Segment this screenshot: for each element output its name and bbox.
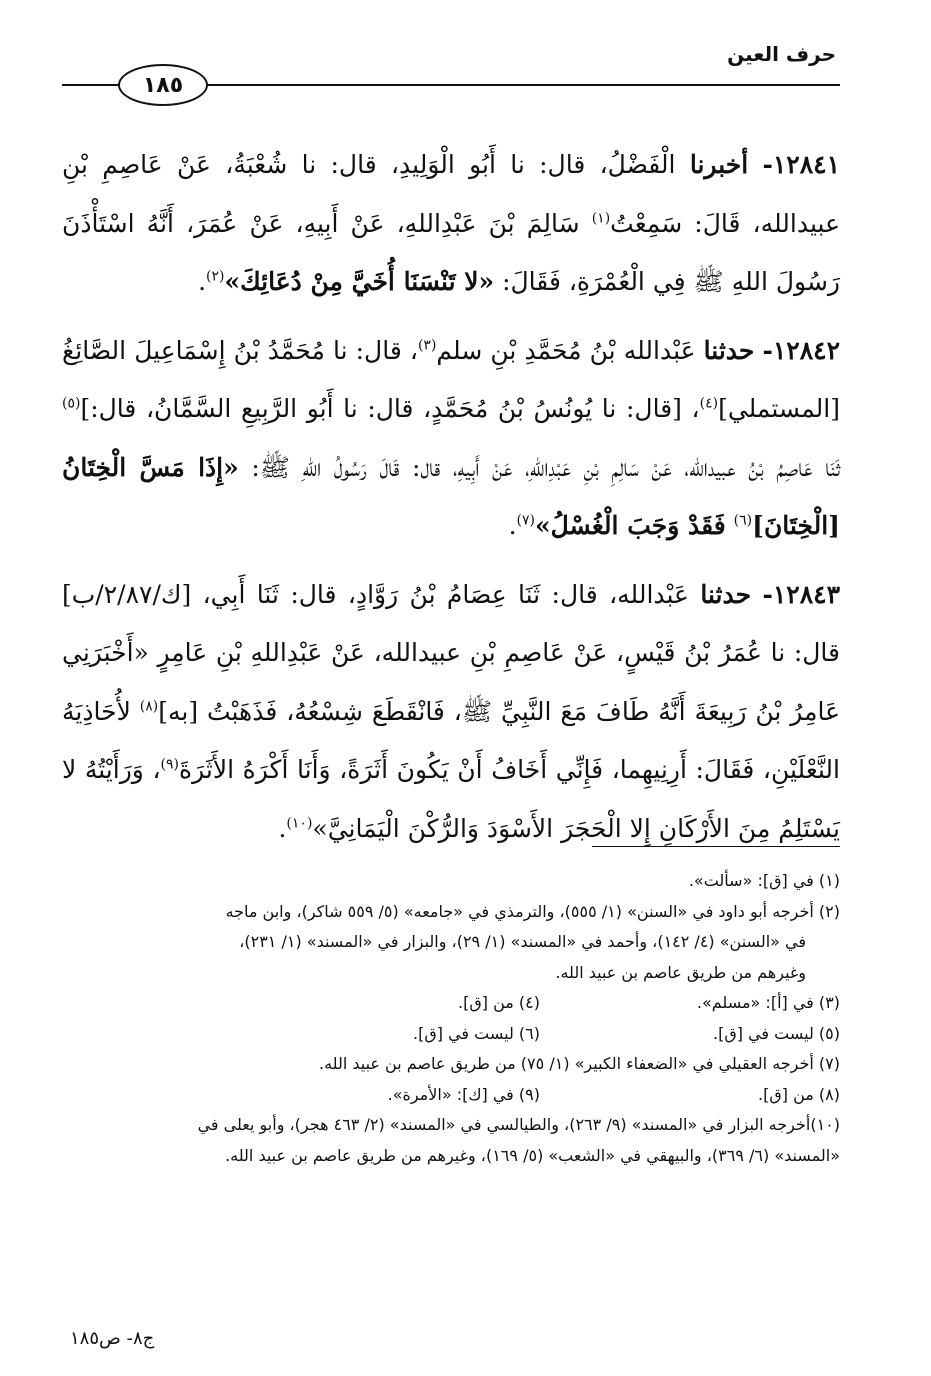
footnote-ref: (٤) [699,395,719,412]
main-text [62,136,840,868]
hadith-12842 [62,322,840,556]
footnote-ref: (٢) [206,268,225,285]
hadith-opener: أخبرنا [689,150,749,179]
footnote-8: (٨) من [ق]. [758,1084,840,1104]
footnote-ref: (٨) [139,698,159,715]
footnote-ref: (١٠) [286,815,313,832]
footnote-6: (٦) ليست في [ق]. [413,1023,540,1043]
sentence-end: . [508,511,517,540]
hadith-chain: الْفَضْلُ، قال: نا أَبُو الْوَلِيدِ، قال: نا شُعْبَةُ، عَنْ عَاصِمِ بْنِ عبيدالله، قَالَ: سَمِعْتُ [62,150,840,238]
footnote-1: (١) في [ق]: «سألت». [688,871,840,890]
hadith-chain: ، وَرَأَيْتُهُ لا يَسْتَلِمُ مِنَ الأَرْكَانِ إِلا الْحَجَرَ الأَسْوَدَ وَالرُّكْنَ الْيَمَانِيَّ» [62,755,840,843]
footnote-row [62,1080,840,1111]
hadith-opener: حدثنا [700,579,752,609]
footnote-10-cont: «المسند» (٦/ ٣٦٩)، والبيهقي في «الشعب» (٥/ ١٦٩)، وغيرهم من طريق عاصم بن عبيد الله. [225,1145,840,1165]
sentence-end: . [198,267,207,296]
hadith-chain: لأُحَاذِيَهُ النَّعْلَيْنِ، فَقَالَ: أَرِنِيهِما، فَإِنِّي أَخَافُ أَنْ يَكُونَ أَثَرَةً، وَأَنَا أَكْرَهُ الأَثَرَةَ [62,696,840,784]
hadith-chain: عَبْدالله بْنُ مُحَمَّدِ بْنِ سلم [436,335,696,365]
hadith-number: ١٢٨٤٢- [762,335,841,365]
running-title: حرف العين [727,42,836,66]
footnote-9: (٩) في [ك]: «الأمرة». [387,1084,540,1104]
footnote-2-cont: في «السنن» (٤/ ١٤٢)، وأحمد في «المسند» (١/ ٢٩)، والبزار في «المسند» (١/ ٢٣١)، [239,932,806,951]
hadith-12841 [62,136,840,312]
footnote-ref: (٩) [160,756,179,773]
footnote-7: (٧) أخرجه العقيلي في «الضعفاء الكبير» (١/ ٧٥) من طريق عاصم بن عبيد الله. [319,1054,840,1073]
footnote-2-cont: وغيرهم من طريق عاصم بن عبيد الله. [555,962,806,982]
footnotes [62,866,840,1171]
footnote-5: (٥) ليست في [ق]. [713,1023,840,1043]
footnote-10: (١٠)أخرجه البزار في «المسند» (٩/ ٢٦٣)، والطيالسي في «المسند» (٢/ ٤٦٣ هجر)، وأبو يعلى في [197,1115,840,1134]
footnote-ref: (٣) [417,337,437,354]
hadith-chain: ثَنَا عَاصِمُ بْنُ عبيدالله، عَنْ سَالِمِ بْنِ عَبْدِاللهِ، عَنْ أَبِيهِ، قال: قَالَ رَسُولُ اللهِ ﷺ: [251,452,841,482]
hadith-chain: عَبْدالله، قال: ثَنَا عِصَامُ بْنُ رَوَّادٍ، قال: ثَنَا أَبِي، [ك/٢/٨٧/ب] قال: نا عُمَرُ بْنُ قَيْسٍ، عَنْ عَاصِمِ بْنِ عبيدالله، عَنْ عَبْدِاللهِ بْنِ عَامِرٍ «أَخْبَرَنِي عَامِرُ بْنُ رَبِيعَةَ أَنَّهُ طَافَ مَعَ النَّبِيِّ ﷺ، فَانْقَطَعَ شِسْعُهُ، فَذَهَبْتُ [به] [62,579,840,726]
hadith-matn: فَقَدْ وَجَبَ الْغُسْلُ» [535,511,726,540]
hadith-chain: ، قال: نا مُحَمَّدُ بْنُ إِسْمَاعِيلَ الصَّائِغُ [المستملي] [62,335,840,423]
hadith-chain: سَالِمَ بْنَ عَبْدِاللهِ، عَنْ أَبِيهِ، عَنْ عُمَرَ، أَنَّهُ اسْتَأْذَنَ رَسُولَ اللهِ ﷺ فِي الْعُمْرَةِ، فَقَالَ: [62,208,840,296]
hadith-chain: ، [قال: نا يُونُسُ بْنُ مُحَمَّدٍ، قال: نا أَبُو الرَّبِيعِ السَّمَّانُ، قال:] [80,394,700,423]
hadith-number: ١٢٨٤١- [762,150,841,179]
footnote-ref: (١) [591,210,611,227]
footnote-2: (٢) أخرجه أبو داود في «السنن» (١/ ٥٥٥)، والترمذي في «جامعه» (٥/ ٥٥٩ شاكر)، وابن ماجه [225,901,840,921]
footnote-row [62,1019,840,1050]
hadith-matn: «إِذَا مَسَّ الْخِتَانُ [الْخِتَانَ] [62,452,840,540]
footnote-ref: (٦) [733,512,753,529]
footnote-rule [592,846,840,847]
sentence-end: . [278,813,287,843]
footnote-ref: (٥) [62,395,81,412]
hadith-opener: حدثنا [703,335,755,365]
page-number-badge: ١٨٥ [118,64,208,106]
footnote-3: (٣) في [أ]: «مسلم». [696,993,840,1012]
footnote-row [62,988,840,1019]
footnote-4: (٤) من [ق]. [458,993,540,1012]
footnote-ref: (٧) [516,512,535,529]
volume-page-reference: ج٨- ص١٨٥ [70,1328,155,1349]
hadith-12843 [62,566,840,859]
hadith-matn: «لا تَنْسَنَا أُخَيَّ مِنْ دُعَائِكَ» [224,267,495,296]
hadith-number: ١٢٨٤٣- [762,579,841,609]
